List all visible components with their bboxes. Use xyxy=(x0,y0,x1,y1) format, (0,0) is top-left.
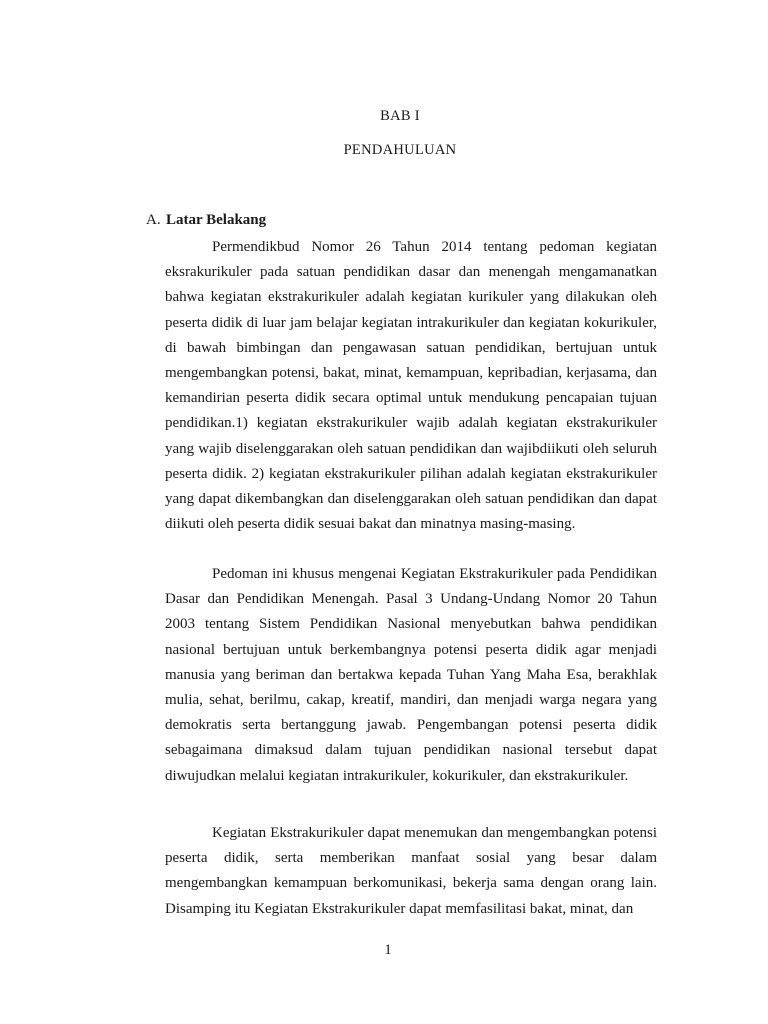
paragraph-2 xyxy=(165,562,657,789)
paragraph-3 xyxy=(165,821,657,922)
section-heading xyxy=(146,212,266,229)
section-title: Latar Belakang xyxy=(166,212,267,228)
paragraph-1-text: Permendikbud Nomor 26 Tahun 2014 tentang pedoman kegiatan eksrakurikuler pada satuan pendidikan dasar dan menengah mengamanatkan bahwa kegiatan ekstrakurikuler adalah kegiatan kurikuler yang dilakukan oleh peserta didik di luar jam belajar kegiatan intrakurikuler dan kegiatan kokurikuler, di bawah bimbingan dan pengawasan satuan pendidikan, bertujuan untuk mengembangkan potensi, bakat, minat, kemampuan, kepribadian, kerjasama, dan kemandirian peserta didik secara optimal untuk mendukung pencapaian tujuan pendidikan.1) kegiatan ekstrakurikuler wajib adalah kegiatan ekstrakurikuler yang wajib diselenggarakan oleh satuan pendidikan dan wajibdiikuti oleh seluruh peserta didik. 2) kegiatan ekstrakurikuler pilihan adalah kegiatan ekstrakurikuler yang dapat dikembangkan dan diselenggarakan oleh satuan pendidikan dan dapat diikuti oleh peserta didik sesuai bakat dan minatnya masing-masing. xyxy=(165,239,657,533)
paragraph-1 xyxy=(165,235,657,537)
chapter-number: BAB I xyxy=(380,108,420,124)
paragraph-3-text: Kegiatan Ekstrakurikuler dapat menemukan dan mengembangkan potensi peserta didik, serta memberikan manfaat sosial yang besar dalam mengembangkan kemampuan berkomunikasi, bekerja sama dengan orang lain. Disamping itu Kegiatan Ekstrakurikuler dapat memfasilitasi bakat, minat, dan xyxy=(165,825,657,917)
page-number: 1 xyxy=(384,942,392,958)
paragraph-2-text: Pedoman ini khusus mengenai Kegiatan Ekstrakurikuler pada Pendidikan Dasar dan Pendidikan Menengah. Pasal 3 Undang-Undang Nomor 20 Tahun 2003 tentang Sistem Pendidikan Nasional menyebutkan bahwa pendidikan nasional bertujuan untuk berkembangnya potensi peserta didik agar menjadi manusia yang beriman dan bertakwa kepada Tuhan Yang Maha Esa, berakhlak mulia, sehat, berilmu, cakap, kreatif, mandiri, dan menjadi warga negara yang demokratis serta bertanggung jawab. Pengembangan potensi peserta didik sebagaimana dimaksud dalam tujuan pendidikan nasional tersebut dapat diwujudkan melalui kegiatan intrakurikuler, kokurikuler, dan ekstrakurikuler. xyxy=(165,566,657,784)
chapter-title: PENDAHULUAN xyxy=(343,142,457,158)
section-letter: A. xyxy=(146,212,161,228)
